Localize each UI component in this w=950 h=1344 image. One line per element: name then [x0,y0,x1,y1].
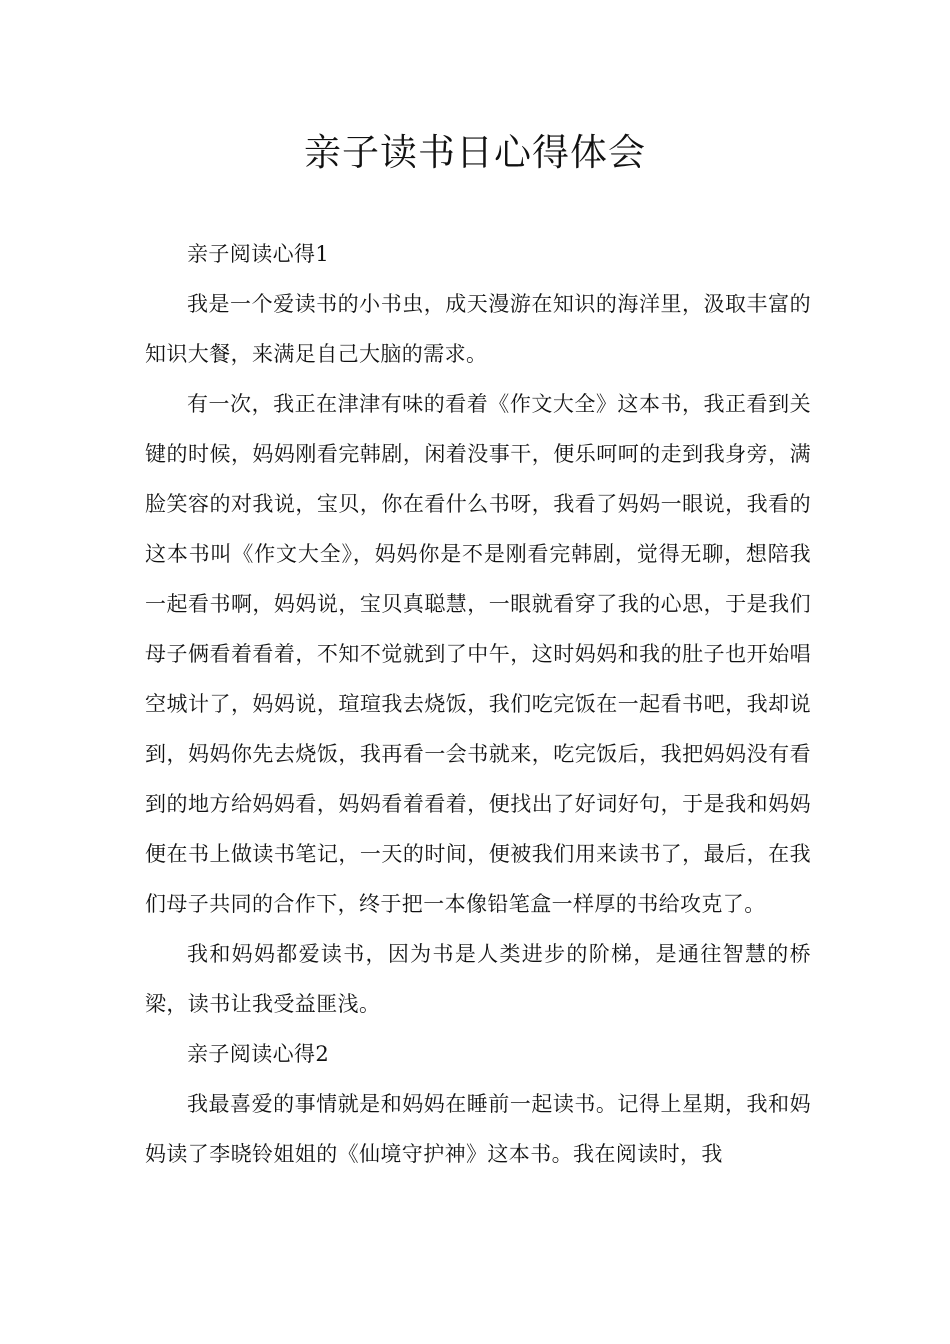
paragraph: 有一次，我正在津津有味的看着《作文大全》这本书，我正看到关键的时候，妈妈刚看完韩剧，闲着没事干，便乐呵呵的走到我身旁，满脸笑容的对我说，宝贝，你在看什么书呀，我看了妈妈一眼说，我看的这本书叫《作文大全》，妈妈你是不是刚看完韩剧，觉得无聊，想陪我一起看书啊，妈妈说，宝贝真聪慧，一眼就看穿了我的心思，于是我们母子俩看着看着，不知不觉就到了中午，这时妈妈和我的肚子也开始唱空城计了，妈妈说，瑄瑄我去烧饭，我们吃完饭在一起看书吧，我却说到，妈妈你先去烧饭，我再看一会书就来，吃完饭后，我把妈妈没有看到的地方给妈妈看，妈妈看着看着，便找出了好词好句，于是我和妈妈便在书上做读书笔记，一天的时间，便被我们用来读书了，最后，在我们母子共同的合作下，终于把一本像铅笔盒一样厚的书给攻克了。 [145,392,811,916]
section-heading-1: 亲子阅读心得1 [187,242,330,266]
section-heading-2: 亲子阅读心得2 [187,1042,330,1066]
paragraph: 我是一个爱读书的小书虫，成天漫游在知识的海洋里，汲取丰富的知识大餐，来满足自己大脑的需求。 [145,292,811,366]
paragraph: 我和妈妈都爱读书，因为书是人类进步的阶梯，是通往智慧的桥梁，读书让我受益匪浅。 [145,942,811,1016]
paragraph: 我最喜爱的事情就是和妈妈在睡前一起读书。记得上星期，我和妈妈读了李晓铃姐姐的《仙境守护神》这本书。我在阅读时，我 [145,1092,811,1166]
document-title: 亲子读书日心得体会 [304,131,646,174]
document-body [145,229,811,1179]
